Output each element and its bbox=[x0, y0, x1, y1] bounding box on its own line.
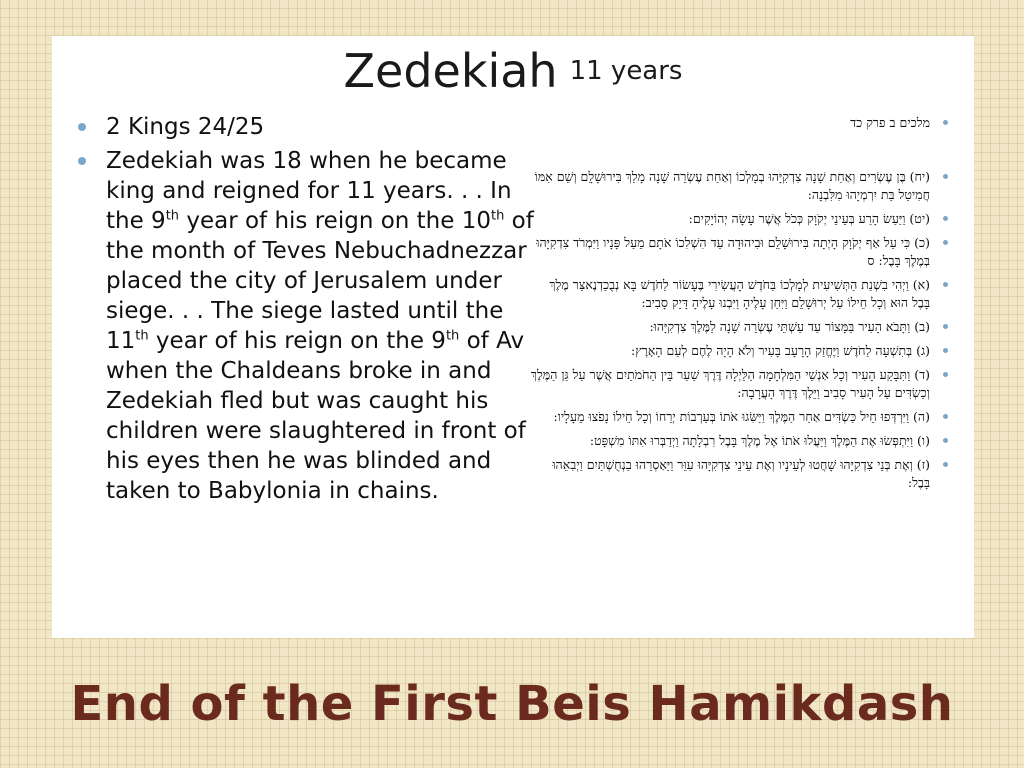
ordinal-suffix: th bbox=[490, 208, 505, 224]
bullet-item-narrative bbox=[76, 146, 536, 506]
hebrew-item bbox=[528, 318, 948, 336]
bullet-dot-icon bbox=[943, 282, 948, 287]
bullet-dot-icon bbox=[78, 157, 86, 165]
hebrew-verse-text: (כ) כִּי עַל אַף יְקֹוָק הָיְתָה בִּירוּשָׁלִַם וּבִיהוּדָה עַד הִשְׁלִכוֹ אֹתָם מֵעַל פָּנָיו וַיִּמְרֹד צִדְקִיָּהוּ בְּמֶלֶךְ בָּבֶל: ס bbox=[536, 235, 930, 268]
narrative-part: year of his reign on the 10 bbox=[179, 208, 491, 234]
title-sub: 11 years bbox=[569, 56, 683, 86]
bullet-dot-icon bbox=[943, 348, 948, 353]
footer-heading: End of the First Beis Hamikdash bbox=[70, 676, 954, 732]
bullet-dot-icon bbox=[78, 123, 86, 131]
ordinal-suffix: th bbox=[445, 328, 460, 344]
narrative-part: of Av when the Chaldeans broke in and Zedekiah fled but was caught his children were slaughtered in front of his eyes then he was blinded and taken to Babylonia in chains. bbox=[106, 328, 526, 504]
hebrew-item bbox=[528, 432, 948, 450]
hebrew-verse-text: (ו) וַיִּתְפְּשׂוּ אֶת הַמֶּלֶךְ וַיַּעֲלוּ אֹתוֹ אֶל מֶלֶךְ בָּבֶל רִבְלָתָה וַיְדַבְּרוּ אִתּוֹ מִשְׁפָּט: bbox=[589, 433, 930, 448]
bullet-dot-icon bbox=[943, 438, 948, 443]
ordinal-suffix: th bbox=[135, 328, 149, 344]
hebrew-verse-text: (יח) בֶּן עֶשְׂרִים וְאַחַת שָׁנָה צִדְקִיָּהוּ בְמָלְכוֹ וְאַחַת עֶשְׂרֵה שָׁנָה מָלַךְ בִּירוּשָׁלִָם וְשֵׁם אִמּוֹ חֲמִיטַל בַּת יִרְמְיָהוּ מִלִּבְנָה: bbox=[534, 169, 930, 202]
hebrew-verse-text: (ד) וַתִּבָּקַע הָעִיר וְכָל אַנְשֵׁי הַמִּלְחָמָה הַלַּיְלָה דֶּרֶךְ שַׁעַר בֵּין הַחֹמֹתַיִם אֲשֶׁר עַל גַּן הַמֶּלֶךְ וְכַשְׂדִּים עַל הָעִיר סָבִיב וַיֵּלֶךְ דֶּרֶךְ הָעֲרָבָה: bbox=[530, 367, 930, 400]
hebrew-verse-list bbox=[528, 114, 948, 498]
bullet-text-narrative bbox=[106, 146, 536, 506]
hebrew-item bbox=[528, 342, 948, 360]
content-box bbox=[52, 106, 974, 638]
bullet-dot-icon bbox=[943, 462, 948, 467]
narrative-part: Zedekiah was 18 when he became king and reigned for 11 years. . . In the 9 bbox=[106, 148, 512, 234]
bullet-dot-icon bbox=[943, 120, 948, 125]
bullet-dot-icon bbox=[943, 324, 948, 329]
hebrew-verse-text: (א) וַיְהִי בִשְׁנַת הַתְּשִׁיעִית לְמָלְכוֹ בַּחֹדֶשׁ הָעֲשִׂירִי בֶּעָשׂוֹר לַחֹדֶשׁ בָּא נְבֻכַדְנֶאצַּר מֶלֶךְ בָּבֶל הוּא וְכָל חֵילוֹ עַל יְרוּשָׁלִַם וַיִּחַן עָלֶיהָ וַיִּבְנוּ עָלֶיהָ דָּיֵק סָבִיב: bbox=[549, 277, 930, 310]
narrative-part: of the month of Teves Nebuchadnezzar placed the city of Jerusalem under siege. . . The siege lasted until the 11 bbox=[106, 208, 534, 354]
hebrew-verse-text: (ז) וְאֶת בְּנֵי צִדְקִיָּהוּ שָׁחֲטוּ לְעֵינָיו וְאֶת עֵינֵי צִדְקִיָּהוּ עִוֵּר וַיַּאַסְרֵהוּ בַנְחֻשְׁתַּיִם וַיְבִאֵהוּ בָּבֶל: bbox=[552, 457, 930, 490]
hebrew-verse-text: (ג) בְּתִשְׁעָה לַחֹדֶשׁ וַיֶּחֱזַק הָרָעָב בָּעִיר וְלֹא הָיָה לֶחֶם לְעַם הָאָרֶץ: bbox=[631, 343, 930, 358]
hebrew-verse-text: (יט) וַיַּעַשׂ הָרַע בְּעֵינֵי יְקֹוָק כְּכֹל אֲשֶׁר עָשָׂה יְהוֹיָקִים: bbox=[688, 211, 930, 226]
title-box bbox=[52, 36, 974, 106]
bullet-dot-icon bbox=[943, 414, 948, 419]
hebrew-item bbox=[528, 408, 948, 426]
hebrew-item bbox=[528, 276, 948, 312]
hebrew-verse-text: (ב) וַתָּבֹא הָעִיר בַּמָּצוֹר עַד עַשְׁתֵּי עֶשְׂרֵה שָׁנָה לַמֶּלֶךְ צִדְקִיָּהוּ: bbox=[649, 319, 930, 334]
bullet-dot-icon bbox=[943, 216, 948, 221]
bullet-dot-icon bbox=[943, 174, 948, 179]
hebrew-item bbox=[528, 168, 948, 204]
bullet-dot-icon bbox=[943, 372, 948, 377]
title-main: Zedekiah bbox=[343, 44, 558, 98]
ordinal-suffix: th bbox=[165, 208, 180, 224]
hebrew-item bbox=[528, 366, 948, 402]
english-bullet-list bbox=[76, 112, 536, 506]
bullet-item-reference bbox=[76, 112, 536, 142]
narrative-part: year of his reign on the 9 bbox=[148, 328, 446, 354]
bullet-text-reference: 2 Kings 24/25 bbox=[106, 114, 265, 140]
hebrew-chapter-heading: מלכים ב פרק כד bbox=[850, 115, 930, 130]
hebrew-item bbox=[528, 456, 948, 492]
hebrew-item bbox=[528, 210, 948, 228]
bullet-dot-icon bbox=[943, 240, 948, 245]
hebrew-verse-text: (ה) וַיִּרְדְּפוּ חֵיל כַּשְׂדִּים אַחַר הַמֶּלֶךְ וַיַּשִּׂגוּ אֹתוֹ בְּעַרְבוֹת יְרֵחוֹ וְכָל חֵילוֹ נָפֹצוּ מֵעָלָיו: bbox=[553, 409, 930, 424]
hebrew-item bbox=[528, 114, 948, 132]
hebrew-item bbox=[528, 234, 948, 270]
